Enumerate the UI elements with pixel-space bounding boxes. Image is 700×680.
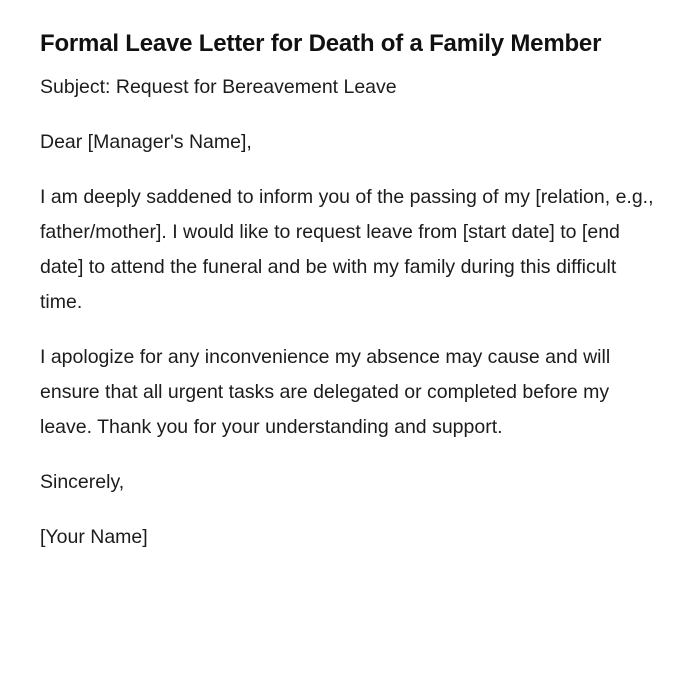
letter-salutation: Dear [Manager's Name], xyxy=(40,131,252,153)
letter-signature: [Your Name] xyxy=(40,526,148,548)
letter-paragraph-1: I am deeply saddened to inform you of the passing of my [relation, e.g., father/mother]. I would like to request leave from [start date] to [end date] to attend the funeral and be with my family during this difficult time. xyxy=(40,186,654,313)
letter-title: Formal Leave Letter for Death of a Family Member xyxy=(40,30,602,57)
letter-paragraph-2: I apologize for any inconvenience my absence may cause and will ensure that all urgent tasks are delegated or completed before my leave. Thank you for your understanding and support. xyxy=(40,346,611,438)
letter-closing: Sincerely, xyxy=(40,471,125,493)
letter-subject: Subject: Request for Bereavement Leave xyxy=(40,76,397,98)
